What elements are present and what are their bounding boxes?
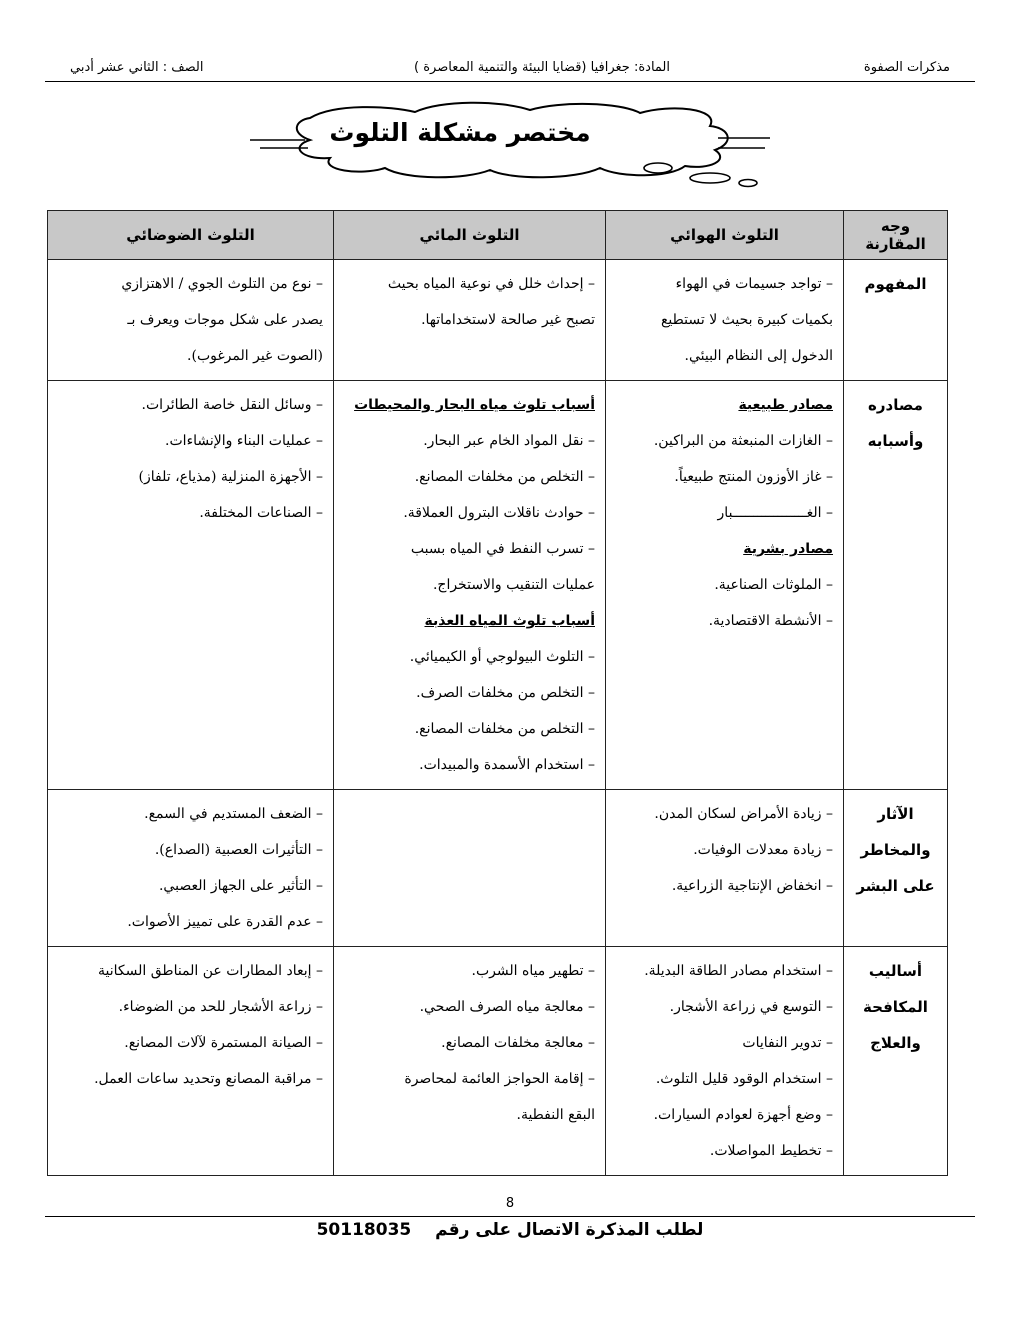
list-item: – الصناعات المختلفة.: [199, 505, 323, 521]
header-air: التلوث الهوائي: [606, 211, 844, 260]
list-item: – غاز الأوزون المنتج طبيعياً.: [674, 469, 833, 485]
header-noise: التلوث الضوضائي: [48, 211, 334, 260]
header-grade: الصف : الثاني عشر أدبي: [70, 60, 204, 75]
row-label-text: الآثار: [877, 805, 914, 823]
cell-water-sources: [334, 381, 606, 790]
list-item: – الغازات المنبعثة من البراكين.: [653, 433, 833, 449]
list-item: (الصوت غير المرغوب).: [187, 348, 323, 364]
table-row: [48, 947, 948, 1176]
list-item: – مراقبة المصانع وتحديد ساعات العمل.: [94, 1071, 323, 1087]
list-item: – تسرب النفط في المياه بسبب: [410, 541, 595, 557]
row-label-remedies: [844, 947, 948, 1176]
list-item: – الأجهزة المنزلية (مذياع، تلفاز): [138, 469, 323, 485]
cell-water-concept: [334, 260, 606, 381]
list-item: – استخدام مصادر الطاقة البديلة.: [644, 963, 833, 979]
list-item: – التخلص من مخلفات الصرف.: [416, 685, 595, 701]
list-item: – إحداث خلل في نوعية المياه بحيث: [387, 276, 595, 292]
list-item: – الصيانة المستمرة لآلات المصانع.: [124, 1035, 323, 1051]
list-item: – تواجد جسيمات في الهواء: [675, 276, 833, 292]
subheading-natural: مصادر طبيعية: [738, 397, 833, 413]
list-item: – انخفاض الإنتاجية الزراعية.: [671, 878, 833, 894]
header-water: التلوث المائي: [334, 211, 606, 260]
subheading-fresh: أسباب تلوث المياه العذبة: [424, 613, 595, 629]
list-item: – زيادة معدلات الوفيات.: [693, 842, 833, 858]
list-item: – التوسع في زراعة الأشجار.: [669, 999, 833, 1015]
row-label-text: وأسبابه: [867, 432, 924, 450]
list-item: – وضع أجهزة لعوادم السيارات.: [653, 1107, 833, 1123]
row-label-text: المكافحة: [863, 998, 928, 1016]
list-item: – الأنشطة الاقتصادية.: [708, 613, 833, 629]
page-header: [45, 58, 975, 80]
header-subject: المادة: جغرافيا (قضايا البيئة والتنمية المعاصرة ): [414, 60, 670, 75]
table-row: [48, 790, 948, 947]
list-item: – تدوير النفايات: [742, 1035, 833, 1051]
list-item: – التأثيرات العصبية (الصداع).: [154, 842, 323, 858]
list-item: تصبح غير صالحة لاستخداماتها.: [421, 312, 595, 328]
list-item: – تطهير مياه الشرب.: [471, 963, 595, 979]
table-header-row: [48, 211, 948, 260]
list-item: – عمليات البناء والإنشاءات.: [165, 433, 323, 449]
list-item: – زيادة الأمراض لسكان المدن.: [654, 806, 833, 822]
cell-noise-remedies: [48, 947, 334, 1176]
row-label-sources: [844, 381, 948, 790]
list-item: – تخطيط المواصلات.: [709, 1143, 833, 1159]
footer-phone: 50118035: [316, 1220, 412, 1240]
row-label-concept: [844, 260, 948, 381]
cell-water-effects: [334, 790, 606, 947]
cell-noise-effects: [48, 790, 334, 947]
cell-air-sources: [606, 381, 844, 790]
list-item: – زراعة الأشجار للحد من الضوضاء.: [118, 999, 323, 1015]
list-item: يصدر على شكل موجات ويعرف بـ: [127, 312, 323, 328]
row-label-text: مصادره: [868, 396, 923, 414]
list-item: الدخول إلى النظام البيئي.: [684, 348, 833, 364]
list-item: عمليات التنقيب والاستخراج.: [432, 577, 595, 593]
comparison-table: [47, 210, 948, 1176]
footer-contact: لطلب المذكرة الاتصال على رقم: [435, 1220, 704, 1240]
page-footer: [0, 1220, 1020, 1240]
subheading-sea: أسباب تلوث مياه البحار والمحيطات: [354, 397, 595, 413]
table-row: [48, 260, 948, 381]
page-number: 8: [505, 1196, 515, 1211]
list-item: – استخدام الأسمدة والمبيدات.: [419, 757, 595, 773]
list-item: – معالجة مخلفات المصانع.: [441, 1035, 595, 1051]
list-item: – استخدام الوقود قليل التلوث.: [655, 1071, 833, 1087]
header-school: مذكرات الصفوة: [863, 60, 950, 75]
list-item: – حوادث ناقلات البترول العملاقة.: [403, 505, 595, 521]
cell-water-remedies: [334, 947, 606, 1176]
row-label-text: والعلاج: [870, 1034, 921, 1052]
list-item: – إقامة الحواجز العائمة لمحاصرة: [404, 1071, 595, 1087]
row-label-effects: [844, 790, 948, 947]
table-row: [48, 381, 948, 790]
header-divider: [45, 81, 975, 82]
list-item: – التخلص من مخلفات المصانع.: [414, 469, 595, 485]
list-item: – عدم القدرة على تمييز الأصوات.: [127, 914, 323, 930]
subheading-human: مصادر بشرية: [743, 541, 833, 557]
row-label-text: أساليب: [868, 962, 923, 980]
cell-air-remedies: [606, 947, 844, 1176]
header-comparison: وجه المقارنة: [844, 211, 948, 260]
list-item: – التخلص من مخلفات المصانع.: [414, 721, 595, 737]
cell-air-effects: [606, 790, 844, 947]
row-label-text: والمخاطر: [860, 841, 931, 859]
list-item: – وسائل النقل خاصة الطائرات.: [141, 397, 323, 413]
footer-divider: [45, 1216, 975, 1217]
list-item: – نقل المواد الخام عبر البحار.: [423, 433, 595, 449]
list-item: بكميات كبيرة بحيث لا تستطيع: [660, 312, 833, 328]
list-item: – التأثير على الجهاز العصبي.: [158, 878, 323, 894]
list-item: البقع النفطية.: [516, 1107, 595, 1123]
list-item: – الضعف المستديم في السمع.: [144, 806, 323, 822]
list-item: – معالجة مياه الصرف الصحي.: [419, 999, 595, 1015]
page-title: مختصر مشكلة التلوث: [329, 118, 591, 147]
row-label-text: على البشر: [856, 877, 935, 895]
cell-noise-sources: [48, 381, 334, 790]
list-item: – إبعاد المطارات عن المناطق السكانية: [98, 963, 323, 979]
cell-air-concept: [606, 260, 844, 381]
list-item: – الملوثات الصناعية.: [714, 577, 833, 593]
row-label-text: المفهوم: [864, 275, 927, 293]
list-item: – نوع من التلوث الجوي / الاهتزازي: [121, 276, 323, 292]
list-item: – التلوث البيولوجي أو الكيميائي.: [409, 649, 595, 665]
cell-noise-concept: [48, 260, 334, 381]
list-item: – الغــــــــــــــــــبار: [717, 505, 833, 521]
